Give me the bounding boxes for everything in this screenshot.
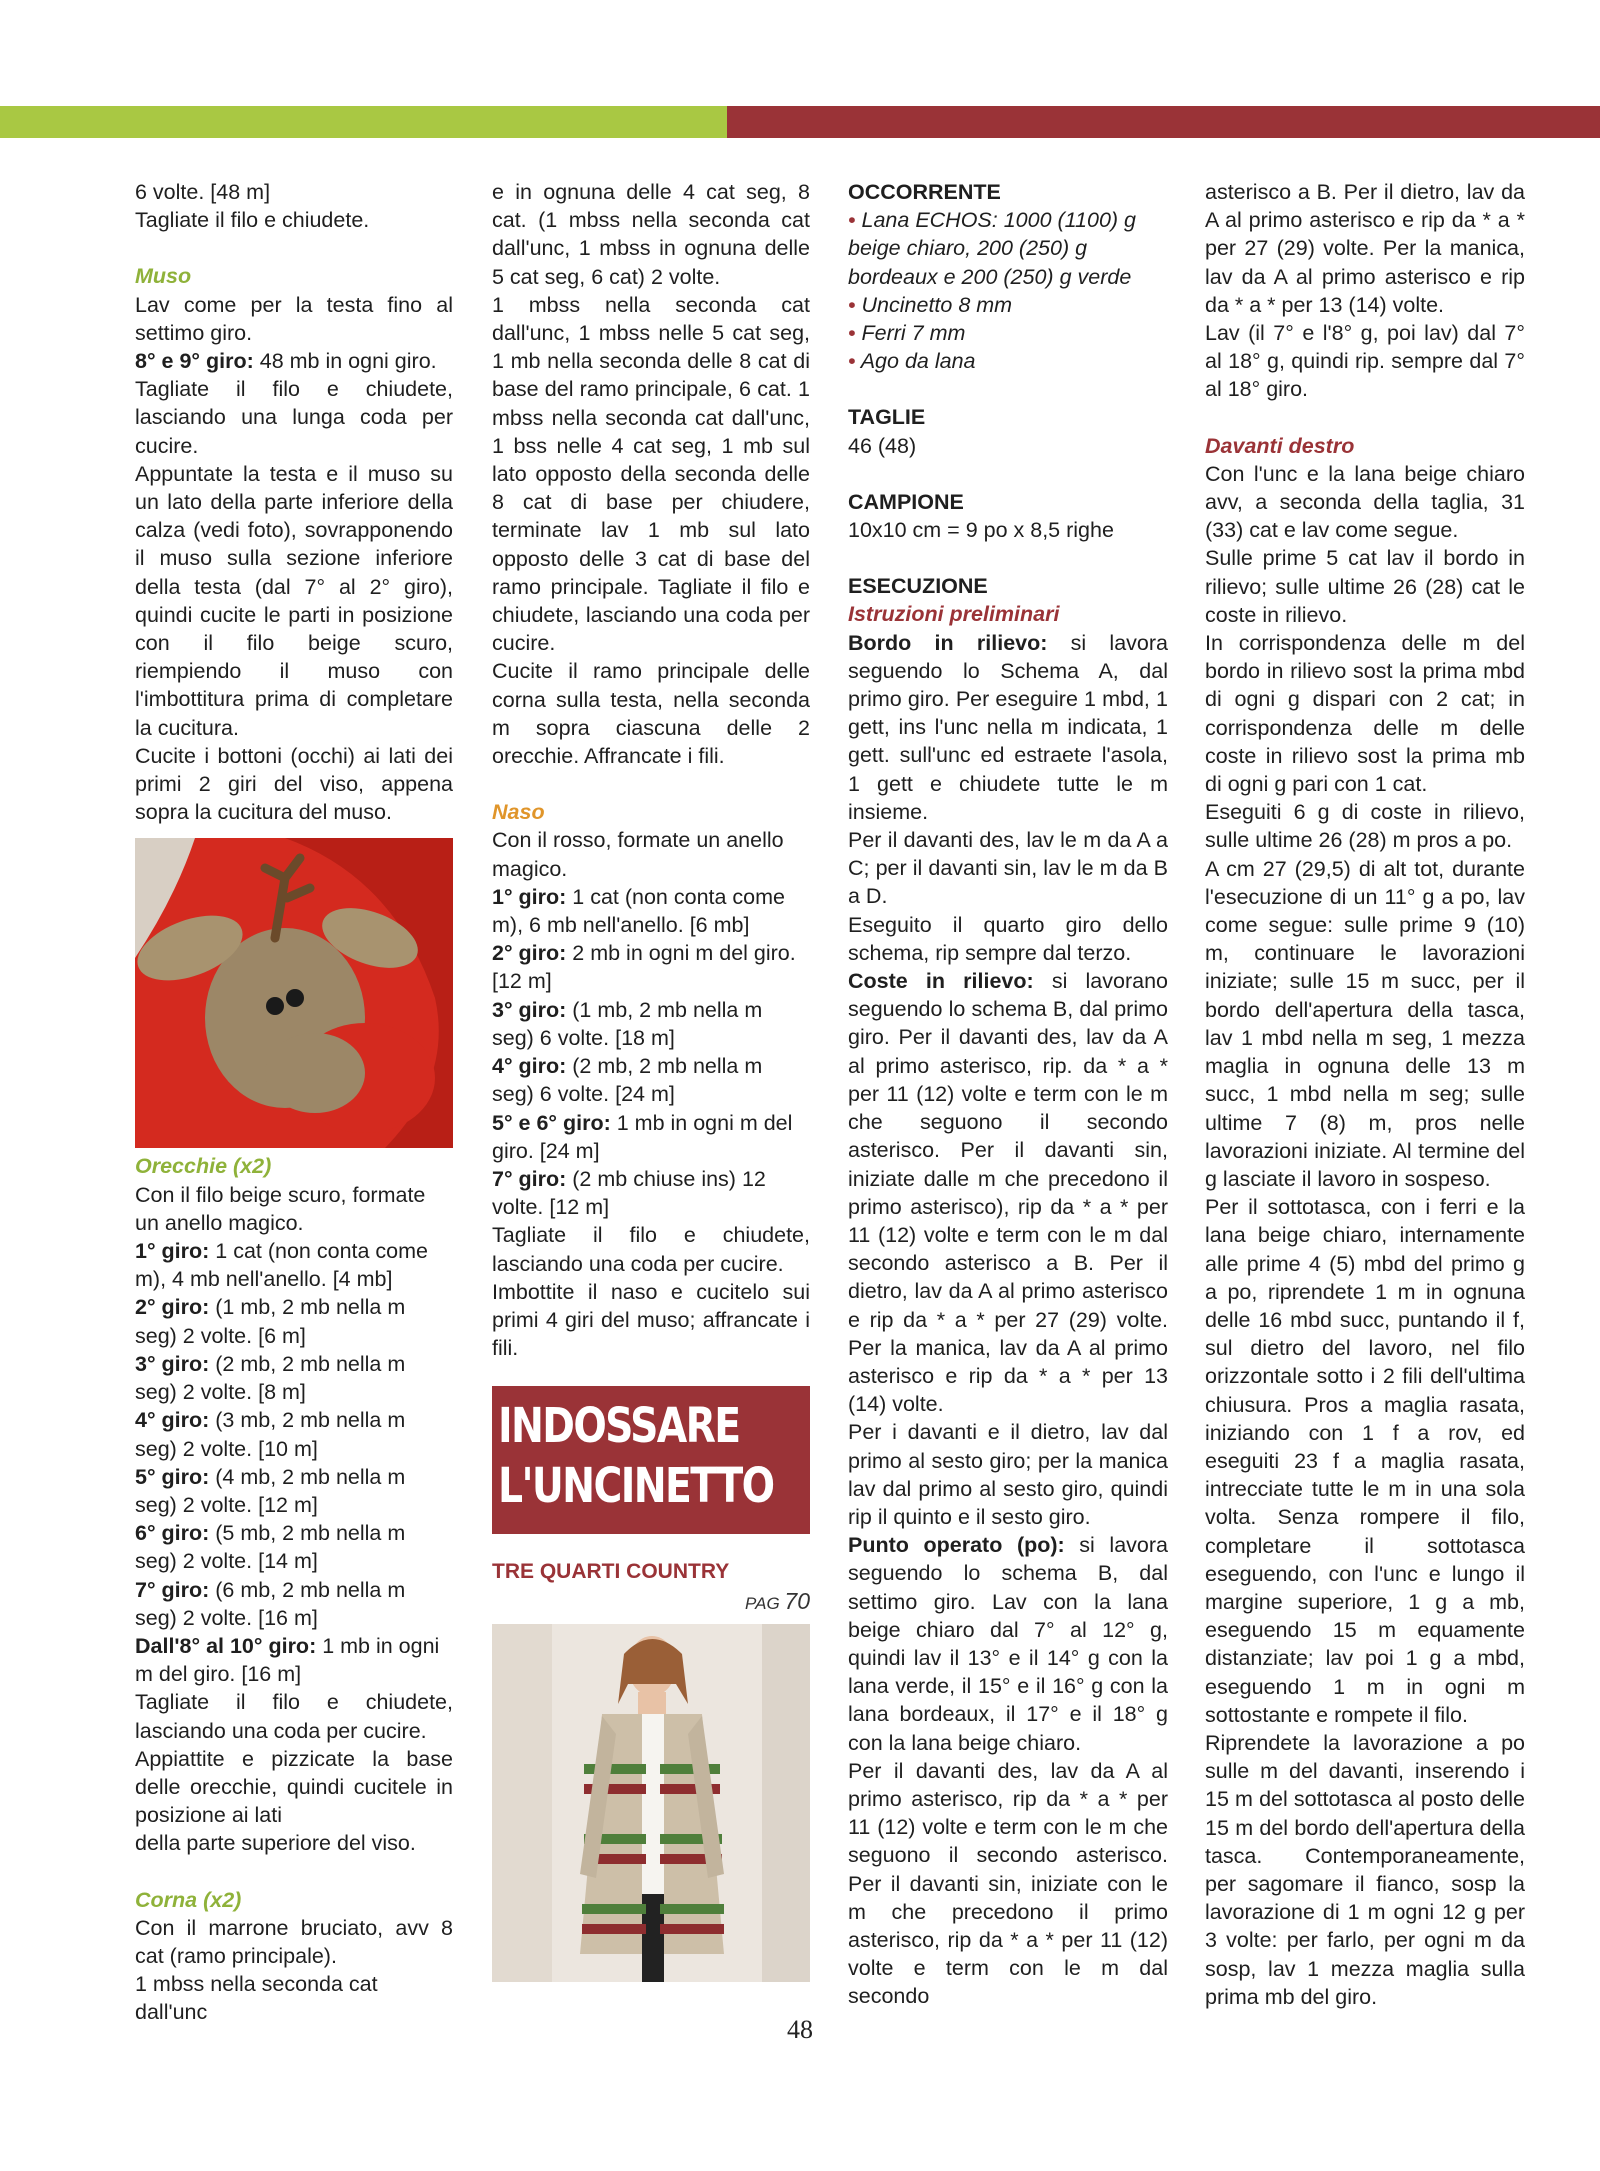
column-3 bbox=[848, 178, 1168, 2011]
text: 1 mbss nella seconda cat dall'unc, 1 mbss nelle 5 cat seg, 1 mb nella seconda delle 8 cat di base del ramo principale, 6 cat. 1 mbss nella seconda cat dall'unc, 1 bss nelle 4 cat seg, 1 mb sul lato opposto della seconda delle 8 cat di base per chiudere, terminate lav 1 mb sul lato opposto delle 3 cat di base del ramo principale. Tagliate il filo e chiudete, lasciando una coda per cucire. bbox=[492, 292, 810, 656]
page-reference: PAG 70 bbox=[745, 1587, 810, 1614]
column-4 bbox=[1205, 178, 1525, 2011]
cardigan-photo bbox=[492, 1624, 810, 1982]
materials-item: • Ferri 7 mm bbox=[848, 321, 966, 346]
text: Cucite il ramo principale delle corna sulla testa, nella seconda m sopra ciascuna delle 2 orecchie. Affrancate i fili. bbox=[492, 659, 810, 769]
row-line: 5° e 6° giro: 1 mb in ogni m del giro. [24 m] bbox=[492, 1110, 793, 1163]
row-line: 5° giro: (4 mb, 2 mb nella m seg) 2 volte. [12 m] bbox=[135, 1464, 406, 1517]
section-heading-muso: Muso bbox=[135, 264, 192, 289]
article-title: TRE QUARTI COUNTRY bbox=[492, 1560, 730, 1584]
text: 8° e 9° giro: 48 mb in ogni giro. bbox=[135, 349, 437, 374]
text: Per i davanti e il dietro, lav dal primo al sesto giro; per la manica lav dal primo al sesto giro, quindi rip il quinto e il sesto giro. bbox=[848, 1420, 1168, 1529]
subheading-istruzioni: Istruzioni preliminari bbox=[848, 602, 1060, 627]
text: 46 (48) bbox=[848, 433, 917, 458]
row-line: 2° giro: (1 mb, 2 mb nella m seg) 2 volte. [6 m] bbox=[135, 1295, 406, 1348]
header-bar-green bbox=[0, 106, 727, 138]
materials-item: • Ago da lana bbox=[848, 349, 976, 374]
text: Tagliate il filo e chiudete, lasciando una lunga coda per cucire. bbox=[135, 377, 453, 458]
header-bar-red bbox=[727, 106, 1600, 138]
text: Punto operato (po): si lavora seguendo lo schema B, dal settimo giro. Lav con la lana beige chiaro dal 7° al 12° g, quindi lav il 13° e il 14° g con la lana verde, il 15° e il 16° g con la lana bordeaux, il 17° e il 18° g con la lana beige chiaro. bbox=[848, 1533, 1168, 1755]
row-line: 4° giro: (2 mb, 2 mb nella m seg) 6 volte. [24 m] bbox=[492, 1054, 763, 1107]
text: Lav (il 7° e l'8° g, poi lav) dal 7° al 18° g, quindi rip. sempre dal 7° al 18° giro. bbox=[1205, 321, 1525, 402]
text: Appiattite e pizzicate la base delle orecchie, quindi cucitele in posizione ai lati bbox=[135, 1746, 453, 1828]
text: Lav come per la testa fino al settimo giro. bbox=[135, 292, 453, 345]
text: Appuntate la testa e il muso su un lato della parte inferiore della calza (vedi foto), sovrapponendo il muso sulla sezione inferiore della testa (dal 7° al 2° giro), quindi cucite le parti in posizione con il filo beige scuro, riempiendo il muso con l'imbottitura prima di completare la cucitura. bbox=[135, 461, 453, 740]
row-line: 3° giro: (2 mb, 2 mb nella m seg) 2 volte. [8 m] bbox=[135, 1351, 406, 1405]
section-heading-corna: Corna (x2) bbox=[135, 1887, 242, 1912]
text: A cm 27 (29,5) di alt tot, durante l'esecuzione di un 11° g a po, lav come segue: sulle prime 9 (10) m, continuare le lavorazioni iniziate; sulle 15 m succ, per il bordo dell'apertura della tasca, lav 1 mbd nella m seg, 1 mezza maglia in ognuna delle 13 m succ, 1 mbd nella m seg; sulle ultime 7 (8) m, pros nelle lavorazioni iniziate. Al termine del g lasciate il lavoro in sospeso. bbox=[1205, 856, 1525, 1191]
row-line: 1° giro: 1 cat (non conta come m), 6 mb nell'anello. [6 mb] bbox=[492, 884, 786, 938]
text: Riprendete la lavorazione a po sulle m del davanti, inserendo i 15 m del sottotasca al posto delle 15 m del bordo dell'apertura della tasca. Contemporaneamente, per sagomare il fianco, sosp la lavorazione di 1 m ogni 12 g per 3 volte: per farlo, per ogni m da sosp, lav 1 mezza maglia sulla prima mb del giro. bbox=[1205, 1730, 1525, 2009]
row-line: 6° giro: (5 mb, 2 mb nella m seg) 2 volte. [14 m] bbox=[135, 1521, 406, 1574]
row-line: 3° giro: (1 mb, 2 mb nella m seg) 6 volte. [18 m] bbox=[492, 997, 763, 1050]
section-heading-orecchie: Orecchie (x2) bbox=[135, 1154, 272, 1179]
page-number: 48 bbox=[787, 2015, 813, 2044]
row-line: 2° giro: 2 mb in ogni m del giro. [12 m] bbox=[492, 941, 796, 994]
section-heading-davanti-destro: Davanti destro bbox=[1205, 433, 1355, 458]
banner-line-1: INDOSSARE bbox=[498, 1398, 740, 1455]
section-heading-campione: CAMPIONE bbox=[848, 489, 964, 514]
materials-item: • Lana ECHOS: 1000 (1100) g beige chiaro, 200 (250) g bordeaux e 200 (250) g verde bbox=[848, 208, 1137, 289]
section-heading-occorrente: OCCORRENTE bbox=[848, 180, 1001, 204]
text: Con il rosso, formate un anello magico. bbox=[492, 828, 784, 881]
text: Per il davanti des, lav le m da A a C; per il davanti sin, lav le m da B a D. bbox=[848, 828, 1168, 909]
text: asterisco a B. Per il dietro, lav da A al primo asterisco e rip da * a * per 27 (29) volte. Per la manica, lav da A al primo asterisco e rip da * a * per 13 (14) volte. bbox=[1205, 180, 1525, 317]
text: Con l'unc e la lana beige chiaro avv, a seconda della taglia, 31 (33) cat e lav come segue. bbox=[1205, 461, 1525, 543]
text: Con il filo beige scuro, formate un anello magico. bbox=[135, 1182, 426, 1235]
banner-line-2: L'UNCINETTO bbox=[498, 1458, 774, 1515]
text: Con il marrone bruciato, avv 8 cat (ramo principale). bbox=[135, 1915, 453, 1968]
column-2 bbox=[492, 178, 810, 1982]
row-line: Dall'8° al 10° giro: 1 mb in ogni m del giro. [16 m] bbox=[135, 1633, 440, 1687]
text: Imbottite il naso e cucitelo sui primi 4 giri del muso; affrancate i fili. bbox=[492, 1279, 810, 1361]
text: e in ognuna delle 4 cat seg, 8 cat. (1 mbss nella seconda cat dall'unc, 1 mbss in ognuna delle 5 cat seg, 6 cat) 2 volte. bbox=[492, 180, 810, 289]
text: 10x10 cm = 9 po x 8,5 righe bbox=[848, 518, 1114, 543]
row-line: 4° giro: (3 mb, 2 mb nella m seg) 2 volte. [10 m] bbox=[135, 1408, 406, 1461]
text: Bordo in rilievo: si lavora seguendo lo Schema A, dal primo giro. Per eseguire 1 mbd, 1 gett, ins l'unc nella m indicata, 1 gett. sull'unc ed estraete l'asola, 1 gett e chiudete tutte le m insieme. bbox=[848, 630, 1168, 824]
row-line: 1° giro: 1 cat (non conta come m), 4 mb nell'anello. [4 mb] bbox=[135, 1239, 429, 1292]
text: 1 mbss nella seconda cat dall'unc bbox=[135, 1972, 378, 2025]
materials-item: • Uncinetto 8 mm bbox=[848, 292, 1013, 317]
text: Tagliate il filo e chiudete, lasciando una coda per cucire. bbox=[492, 1223, 810, 1276]
reindeer-sock-photo bbox=[135, 838, 453, 1148]
text: Per il davanti des, lav da A al primo asterisco, rip da * a * per 11 (12) volte e term con le m che seguono il secondo asterisco. Per il davanti sin, iniziate con le m che precedono il primo asterisco, rip da * a * per 11 (12) volte e term con le m dal secondo bbox=[848, 1758, 1168, 2009]
text: Per il sottotasca, con i ferri e la lana beige chiaro, internamente alle prime 4 (5) mbd del primo g a po, riprendete 1 m in ognuna delle 16 mbd succ, puntando il f, sul dietro del lavoro, nel filo orizzontale sotto i 2 fili dell'ultima chiusura. Pros a maglia rasata, iniziando con 1 f a rov, ed eseguiti 23 f a maglia rasata, intrecciate tutte le m in una sola volta. Senza rompere il filo, completare il sottotasca eseguendo, con l'unc e lungo il margine superiore, 1 g a mb, eseguendo 15 m equamente distanziate; lav poi 1 g a mbd, eseguendo 1 m in ogni m sottostante e rompete il filo. bbox=[1205, 1195, 1525, 1727]
section-banner bbox=[492, 1386, 810, 1534]
section-heading-naso: Naso bbox=[492, 800, 545, 825]
section-heading-esecuzione: ESECUZIONE bbox=[848, 574, 988, 599]
text: della parte superiore del viso. bbox=[135, 1831, 416, 1856]
column-1 bbox=[135, 178, 453, 2027]
row-line: 7° giro: (6 mb, 2 mb nella m seg) 2 volte. [16 m] bbox=[135, 1577, 406, 1630]
section-heading-taglie: TAGLIE bbox=[848, 405, 926, 430]
text: Eseguiti 6 g di coste in rilievo, sulle ultime 26 (28) m pros a po. bbox=[1205, 800, 1525, 853]
text: Eseguito il quarto giro dello schema, rip sempre dal terzo. bbox=[848, 912, 1168, 965]
text: Coste in rilievo: si lavorano seguendo lo schema B, dal primo giro. Per il davanti des, lav da A al primo asterisco, rip. da * a * per 11 (12) volte e term con le m che seguono il secondo asterisco. Per il davanti sin, iniziate dalle m che precedono il primo asterisco), rip da * a * per 11 (12) volte e term con le m dal secondo asterisco a B. Per il dietro, lav da A al primo asterisco e rip da * a * per 27 (29) volte. Per la manica, lav da A al primo asterisco e rip da * a * per 13 (14) volte. bbox=[848, 969, 1168, 1417]
text: In corrispondenza delle m del bordo in rilievo sost la prima mbd di ogni g dispari con 2 cat; in corrispondenza delle m delle coste in rilievo sost la prima mb di ogni g pari con 1 cat. bbox=[1205, 631, 1525, 797]
row-line: 7° giro: (2 mb chiuse ins) 12 volte. [12 m] bbox=[492, 1166, 766, 1220]
text: Tagliate il filo e chiudete. bbox=[135, 208, 370, 233]
text: 6 volte. [48 m] bbox=[135, 180, 271, 204]
text: Cucite i bottoni (occhi) ai lati dei primi 2 giri del viso, appena sopra la cucitura del muso. bbox=[135, 743, 453, 825]
text: Tagliate il filo e chiudete, lasciando una coda per cucire. bbox=[135, 1690, 453, 1743]
text: Sulle prime 5 cat lav il bordo in rilievo; sulle ultime 26 (28) cat le coste in rilievo. bbox=[1205, 546, 1525, 627]
